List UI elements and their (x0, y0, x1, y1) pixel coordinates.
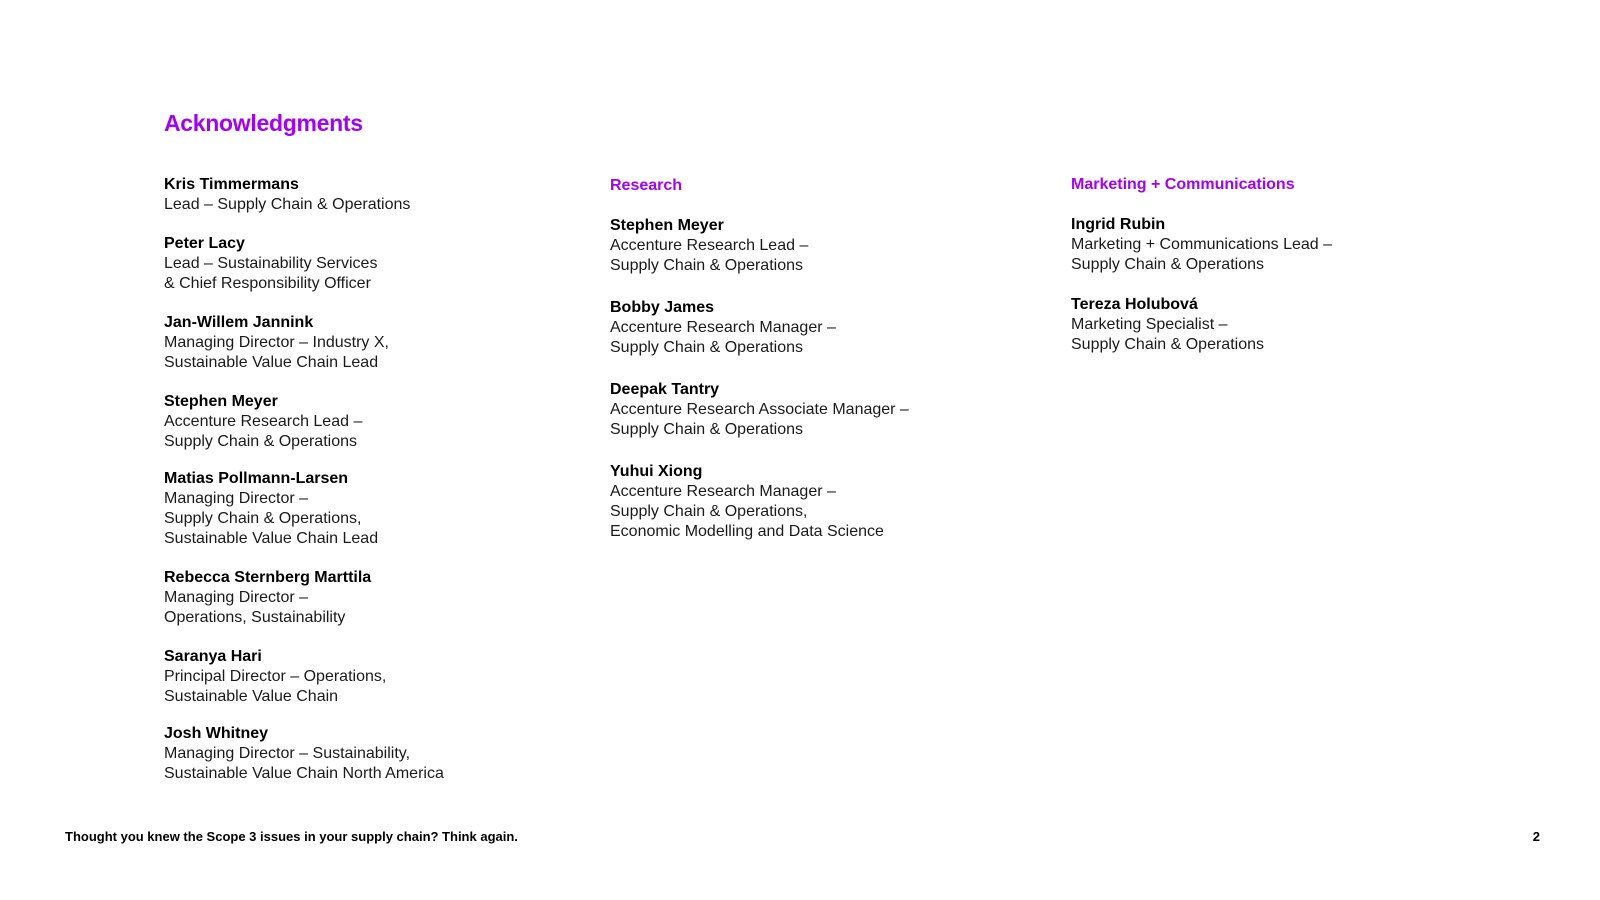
section-heading-marketing: Marketing + Communications (1071, 176, 1295, 193)
person-role-line: Supply Chain & Operations, (164, 510, 362, 527)
acknowledgments-column-marketing (1071, 175, 1471, 375)
person-entry (610, 298, 1030, 358)
person-role-line: Supply Chain & Operations, (610, 503, 808, 520)
person-entry (164, 469, 564, 549)
person-role-line: Supply Chain & Operations (1071, 256, 1264, 273)
person-role-line: Managing Director – Sustainability, (164, 745, 411, 762)
person-name: Stephen Meyer (610, 217, 724, 234)
person-name: Rebecca Sternberg Marttila (164, 569, 372, 586)
person-name: Jan-Willem Jannink (164, 314, 314, 331)
person-role-line: Accenture Research Manager – (610, 319, 836, 336)
person-name: Peter Lacy (164, 235, 245, 252)
person-entry (164, 392, 564, 452)
person-role-line: Managing Director – (164, 490, 309, 507)
person-name: Tereza Holubová (1071, 296, 1198, 313)
page-number: 2 (1532, 829, 1540, 844)
person-role-line: Supply Chain & Operations (610, 421, 803, 438)
person-entry (1071, 215, 1471, 275)
person-role-line: Accenture Research Lead – (610, 237, 809, 254)
acknowledgments-column-research (610, 176, 1030, 564)
person-role-line: Supply Chain & Operations (610, 339, 803, 356)
person-role-line: Supply Chain & Operations (164, 433, 357, 450)
person-entry (164, 313, 564, 373)
person-role-line: Accenture Research Manager – (610, 483, 836, 500)
person-entry (610, 380, 1030, 440)
person-name: Josh Whitney (164, 725, 269, 742)
person-entry (1071, 295, 1471, 355)
person-name: Matias Pollmann-Larsen (164, 470, 349, 487)
person-role-line: Supply Chain & Operations (1071, 336, 1264, 353)
person-name: Deepak Tantry (610, 381, 720, 398)
person-name: Yuhui Xiong (610, 463, 703, 480)
person-role-line: Managing Director – Industry X, (164, 334, 389, 351)
person-entry (164, 724, 564, 784)
page-title: Acknowledgments (164, 110, 363, 136)
person-role-line: Lead – Sustainability Services (164, 255, 378, 272)
person-entry (610, 216, 1030, 276)
person-role-line: Economic Modelling and Data Science (610, 523, 884, 540)
person-role-line: & Chief Responsibility Officer (164, 275, 371, 292)
person-name: Kris Timmermans (164, 176, 299, 193)
footer-report-title: Thought you knew the Scope 3 issues in your supply chain? Think again. (65, 829, 518, 844)
person-name: Bobby James (610, 299, 715, 316)
person-role-line: Accenture Research Associate Manager – (610, 401, 909, 418)
person-role-line: Sustainable Value Chain North America (164, 765, 444, 782)
person-entry (164, 175, 564, 215)
person-role-line: Sustainable Value Chain Lead (164, 530, 379, 547)
person-role-line: Sustainable Value Chain Lead (164, 354, 379, 371)
person-name: Saranya Hari (164, 648, 262, 665)
person-role-line: Lead – Supply Chain & Operations (164, 196, 411, 213)
person-role-line: Marketing + Communications Lead – (1071, 236, 1333, 253)
person-role-line: Marketing Specialist – (1071, 316, 1228, 333)
person-role-line: Managing Director – (164, 589, 309, 606)
person-entry (164, 647, 564, 707)
person-role-line: Principal Director – Operations, (164, 668, 387, 685)
person-role-line: Sustainable Value Chain (164, 688, 339, 705)
person-name: Ingrid Rubin (1071, 216, 1166, 233)
person-entry (164, 568, 564, 628)
section-heading-research: Research (610, 177, 683, 194)
person-role-line: Operations, Sustainability (164, 609, 346, 626)
person-role-line: Accenture Research Lead – (164, 413, 363, 430)
person-entry (610, 462, 1030, 542)
person-entry (164, 234, 564, 294)
acknowledgments-column-leadership (164, 175, 564, 803)
person-name: Stephen Meyer (164, 393, 278, 410)
person-role-line: Supply Chain & Operations (610, 257, 803, 274)
